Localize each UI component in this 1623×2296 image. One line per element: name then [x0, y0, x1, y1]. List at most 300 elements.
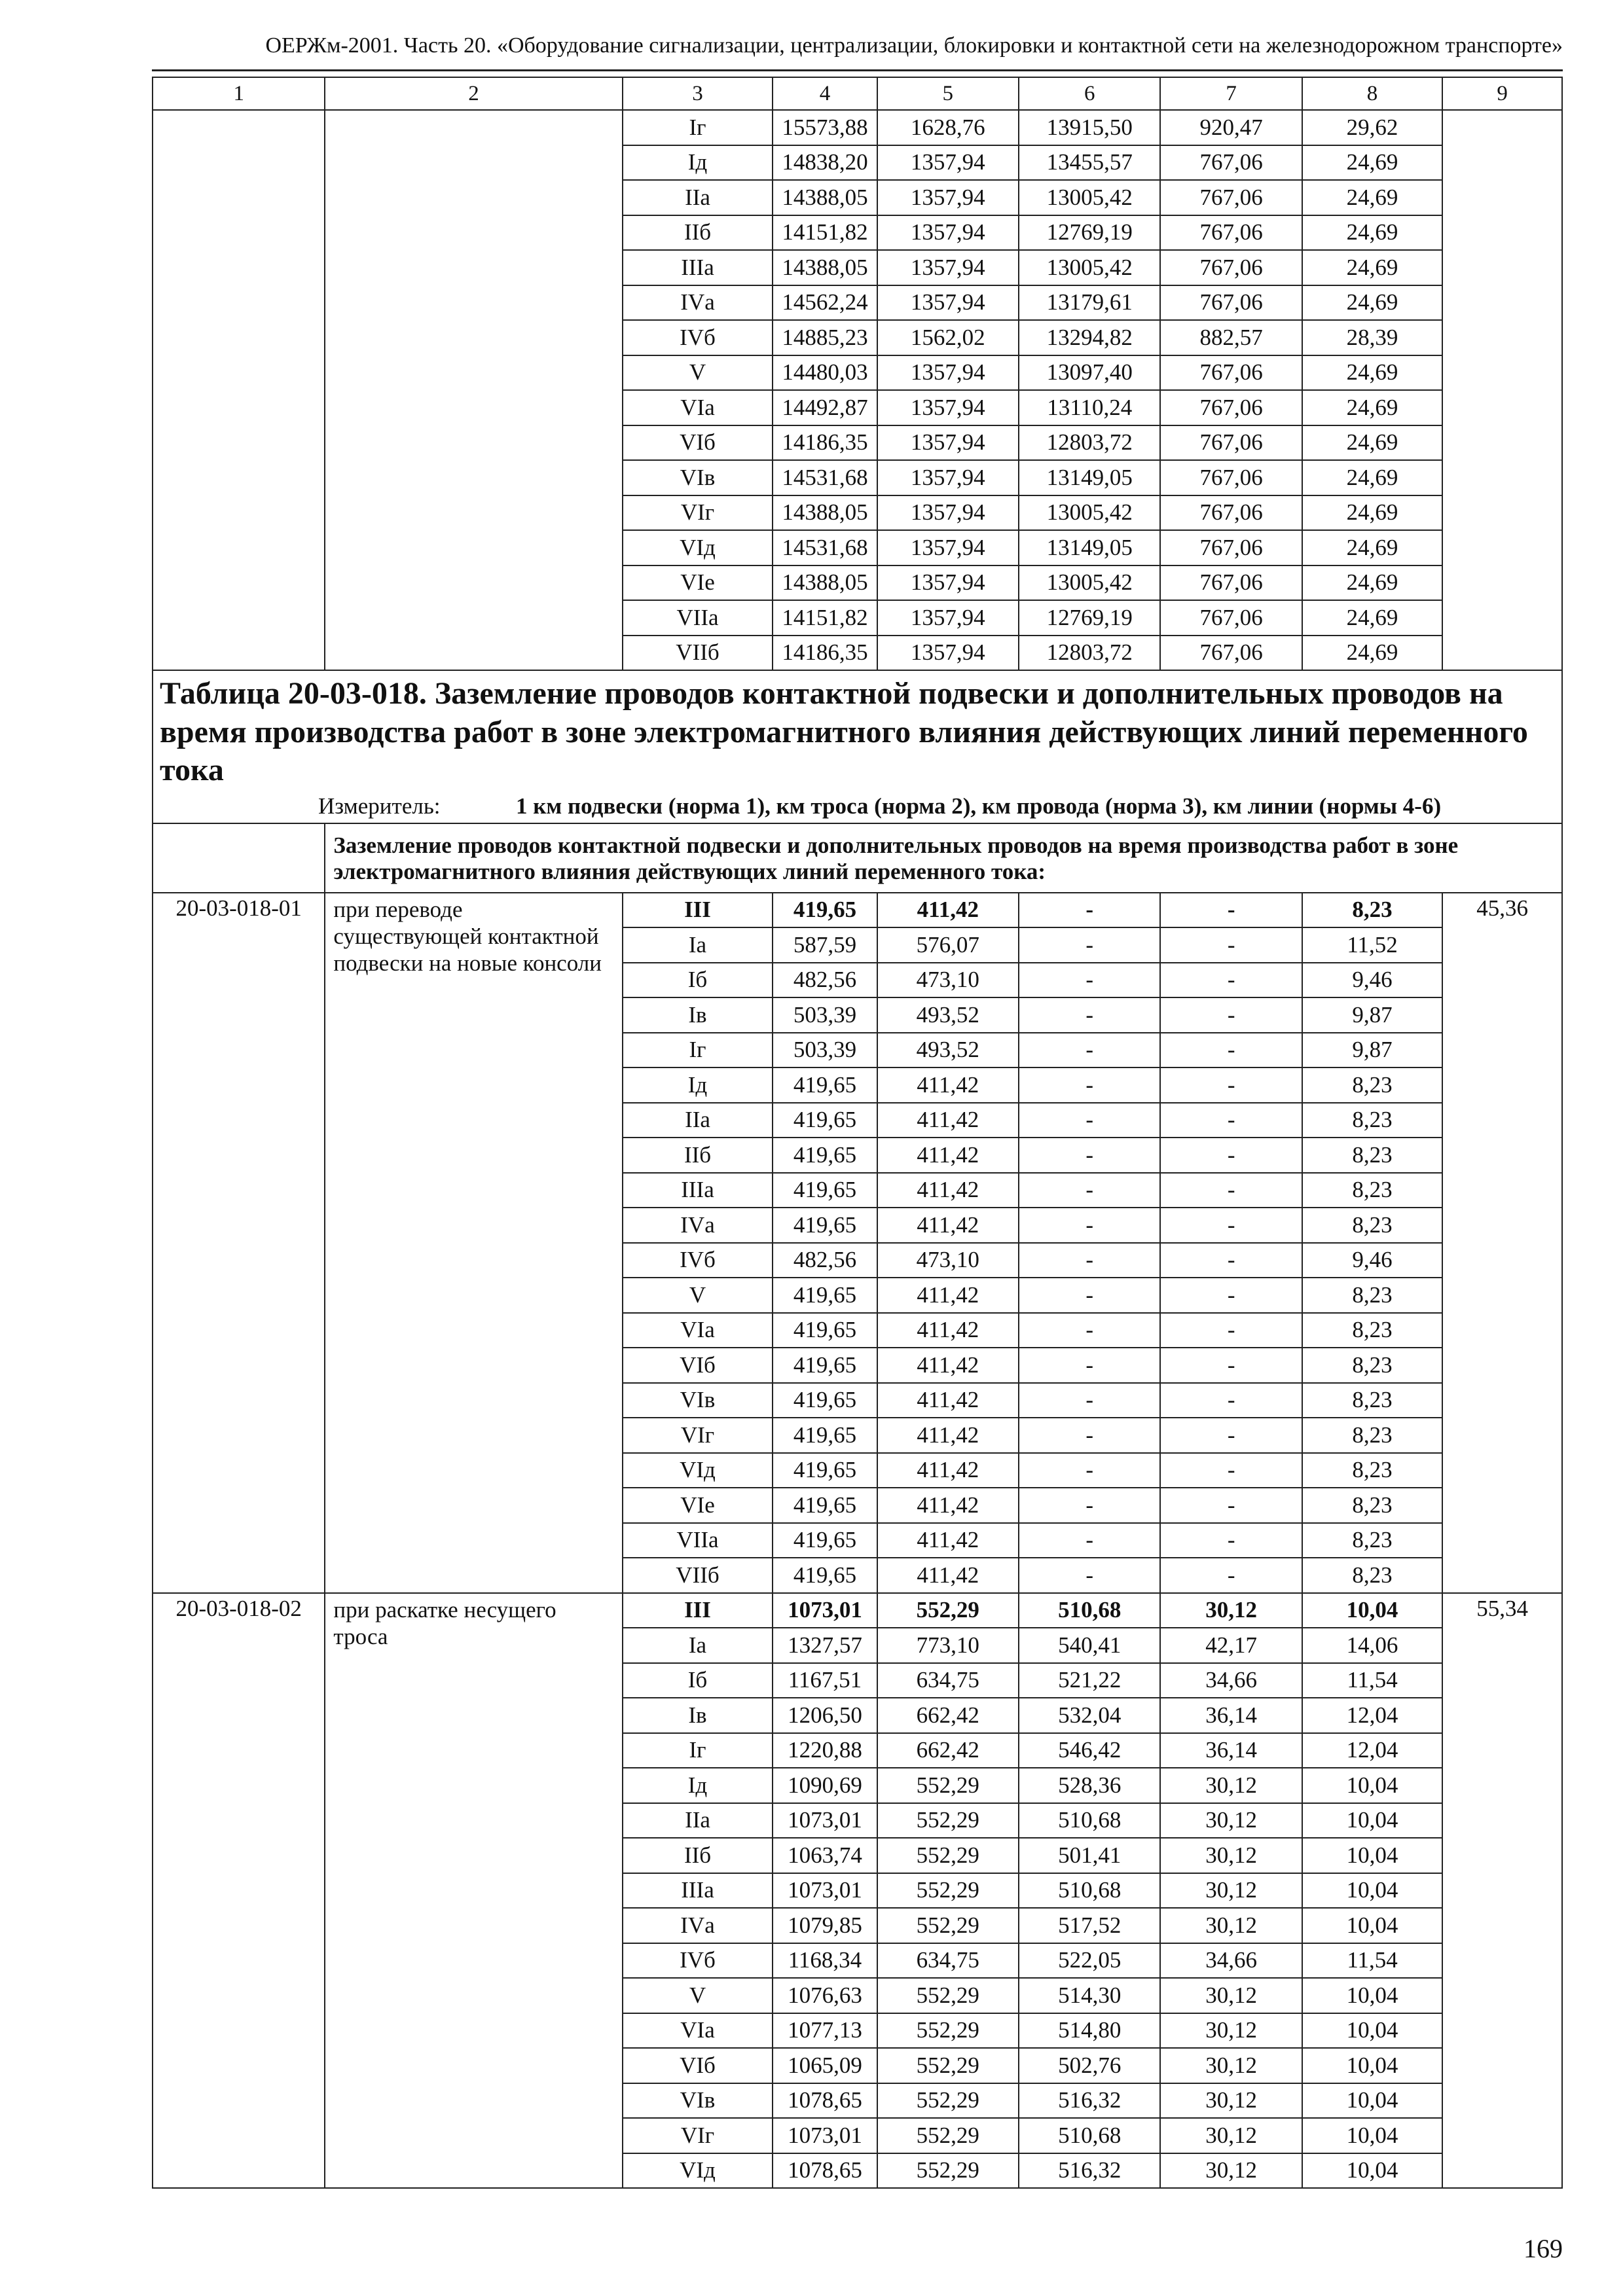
- column-number: 7: [1160, 77, 1302, 110]
- value-cell-c6: 540,41: [1019, 1628, 1160, 1663]
- value-cell-c5: 1628,76: [877, 110, 1019, 145]
- value-cell-c4: 14151,82: [773, 215, 877, 251]
- value-cell-c7: 36,14: [1160, 1733, 1302, 1768]
- value-cell-c8: 8,23: [1302, 1523, 1442, 1558]
- value-cell-c6: 517,52: [1019, 1908, 1160, 1943]
- resource-code-cell: V: [623, 1278, 773, 1313]
- meter-label: Измеритель:: [318, 793, 441, 819]
- table-row: [153, 110, 1562, 145]
- value-cell-c4: 14388,05: [773, 180, 877, 215]
- value-cell-c4: 1073,01: [773, 2118, 877, 2153]
- value-cell-c7: 767,06: [1160, 355, 1302, 391]
- value-cell-c8: 9,46: [1302, 963, 1442, 998]
- value-cell-c8: 24,69: [1302, 425, 1442, 461]
- value-cell-c7: 767,06: [1160, 180, 1302, 215]
- value-cell-c6: -: [1019, 1523, 1160, 1558]
- value-cell-c6: 13005,42: [1019, 180, 1160, 215]
- column-9-value: 55,34: [1442, 1593, 1562, 2189]
- table-body: [153, 77, 1562, 2188]
- value-cell-c7: 30,12: [1160, 2048, 1302, 2083]
- value-cell-c7: -: [1160, 1313, 1302, 1348]
- value-cell-c7: 42,17: [1160, 1628, 1302, 1663]
- value-cell-c5: 1357,94: [877, 250, 1019, 285]
- value-cell-c5: 411,42: [877, 1313, 1019, 1348]
- value-cell-c7: 30,12: [1160, 1873, 1302, 1909]
- value-cell-c8: 8,23: [1302, 1383, 1442, 1418]
- value-cell-c8: 8,23: [1302, 1103, 1442, 1138]
- value-cell-c8: 24,69: [1302, 460, 1442, 495]
- value-cell-c5: 1357,94: [877, 145, 1019, 181]
- resource-code-cell: VIб: [623, 425, 773, 461]
- value-cell-c4: 1063,74: [773, 1838, 877, 1873]
- resource-code-cell: VIе: [623, 1488, 773, 1523]
- value-cell-c5: 552,29: [877, 1908, 1019, 1943]
- section-description-row: [153, 823, 1562, 893]
- value-cell-c6: -: [1019, 1033, 1160, 1068]
- value-cell-c8: 12,04: [1302, 1698, 1442, 1733]
- resource-code-cell: III: [623, 893, 773, 928]
- value-cell-c4: 419,65: [773, 1067, 877, 1103]
- value-cell-c4: 419,65: [773, 1173, 877, 1208]
- column-9-cell: [1442, 110, 1562, 670]
- value-cell-c8: 10,04: [1302, 1803, 1442, 1839]
- value-cell-c5: 1357,94: [877, 355, 1019, 391]
- value-cell-c7: 767,06: [1160, 285, 1302, 321]
- value-cell-c7: 30,12: [1160, 1593, 1302, 1628]
- value-cell-c6: -: [1019, 1067, 1160, 1103]
- value-cell-c6: 13455,57: [1019, 145, 1160, 181]
- value-cell-c5: 1357,94: [877, 425, 1019, 461]
- value-cell-c8: 8,23: [1302, 1453, 1442, 1488]
- value-cell-c8: 10,04: [1302, 2118, 1442, 2153]
- value-cell-c5: 662,42: [877, 1698, 1019, 1733]
- value-cell-c8: 8,23: [1302, 1173, 1442, 1208]
- resource-code-cell: IIIа: [623, 1173, 773, 1208]
- resource-code-cell: VIг: [623, 1418, 773, 1453]
- table-title: Таблица 20-03-018. Заземление проводов контактной подвески и дополнительных проводов на время производства работ в зоне электромагнитного влияния действующих линий переменного тока: [153, 670, 1562, 791]
- value-cell-c8: 24,69: [1302, 495, 1442, 531]
- value-cell-c6: 12769,19: [1019, 600, 1160, 636]
- value-cell-c7: 30,12: [1160, 1978, 1302, 2013]
- column-number: 5: [877, 77, 1019, 110]
- value-cell-c4: 419,65: [773, 1488, 877, 1523]
- resource-code-cell: VIд: [623, 2153, 773, 2189]
- value-cell-c4: 14531,68: [773, 460, 877, 495]
- value-cell-c5: 1357,94: [877, 636, 1019, 671]
- value-cell-c7: -: [1160, 1243, 1302, 1278]
- value-cell-c7: -: [1160, 893, 1302, 928]
- value-cell-c4: 419,65: [773, 1278, 877, 1313]
- resource-code-cell: IVа: [623, 1908, 773, 1943]
- value-cell-c4: 14885,23: [773, 320, 877, 355]
- value-cell-c7: 882,57: [1160, 320, 1302, 355]
- value-cell-c6: 13149,05: [1019, 460, 1160, 495]
- norms-table: [152, 77, 1563, 2189]
- value-cell-c8: 10,04: [1302, 1908, 1442, 1943]
- value-cell-c6: 13005,42: [1019, 250, 1160, 285]
- value-cell-c4: 482,56: [773, 1243, 877, 1278]
- value-cell-c5: 1357,94: [877, 180, 1019, 215]
- value-cell-c4: 14388,05: [773, 250, 877, 285]
- value-cell-c8: 10,04: [1302, 1978, 1442, 2013]
- value-cell-c8: 11,54: [1302, 1663, 1442, 1698]
- value-cell-c8: 8,23: [1302, 1418, 1442, 1453]
- value-cell-c7: -: [1160, 1558, 1302, 1593]
- resource-code-cell: IVб: [623, 1243, 773, 1278]
- value-cell-c5: 552,29: [877, 1768, 1019, 1803]
- value-cell-c8: 8,23: [1302, 1278, 1442, 1313]
- value-cell-c7: 30,12: [1160, 1908, 1302, 1943]
- value-cell-c5: 411,42: [877, 1453, 1019, 1488]
- resource-code-cell: Iд: [623, 145, 773, 181]
- value-cell-c6: -: [1019, 1418, 1160, 1453]
- resource-code-cell: Iб: [623, 1663, 773, 1698]
- value-cell-c5: 552,29: [877, 2013, 1019, 2049]
- resource-code-cell: VIв: [623, 1383, 773, 1418]
- value-cell-c5: 552,29: [877, 2153, 1019, 2189]
- value-cell-c4: 1073,01: [773, 1873, 877, 1909]
- value-cell-c6: 514,30: [1019, 1978, 1160, 2013]
- value-cell-c5: 552,29: [877, 2118, 1019, 2153]
- value-cell-c4: 1327,57: [773, 1628, 877, 1663]
- meter-value: 1 км подвески (норма 1), км троса (норма 2), км провода (норма 3), км линии (нормы 4-6): [516, 793, 1442, 819]
- value-cell-c7: -: [1160, 1173, 1302, 1208]
- value-cell-c6: 510,68: [1019, 1873, 1160, 1909]
- value-cell-c5: 552,29: [877, 1593, 1019, 1628]
- value-cell-c8: 14,06: [1302, 1628, 1442, 1663]
- value-cell-c4: 419,65: [773, 1348, 877, 1383]
- value-cell-c4: 419,65: [773, 1103, 877, 1138]
- resource-code-cell: VIIа: [623, 1523, 773, 1558]
- value-cell-c8: 10,04: [1302, 1768, 1442, 1803]
- value-cell-c7: 30,12: [1160, 2153, 1302, 2189]
- value-cell-c7: 36,14: [1160, 1698, 1302, 1733]
- value-cell-c4: 1073,01: [773, 1803, 877, 1839]
- value-cell-c8: 10,04: [1302, 1838, 1442, 1873]
- value-cell-c4: 1167,51: [773, 1663, 877, 1698]
- value-cell-c8: 10,04: [1302, 1873, 1442, 1909]
- value-cell-c4: 14531,68: [773, 530, 877, 565]
- value-cell-c8: 8,23: [1302, 893, 1442, 928]
- resource-code-cell: IIа: [623, 1803, 773, 1839]
- norm-id: 20-03-018-02: [153, 1593, 325, 2189]
- value-cell-c7: -: [1160, 927, 1302, 963]
- resource-code-cell: IIб: [623, 215, 773, 251]
- value-cell-c7: 30,12: [1160, 2083, 1302, 2119]
- value-cell-c4: 419,65: [773, 1453, 877, 1488]
- value-cell-c6: 13149,05: [1019, 530, 1160, 565]
- value-cell-c5: 552,29: [877, 2048, 1019, 2083]
- value-cell-c5: 411,42: [877, 1523, 1019, 1558]
- resource-code-cell: V: [623, 1978, 773, 2013]
- value-cell-c8: 10,04: [1302, 1593, 1442, 1628]
- value-cell-c4: 482,56: [773, 963, 877, 998]
- value-cell-c4: 419,65: [773, 1138, 877, 1173]
- value-cell-c6: -: [1019, 1348, 1160, 1383]
- value-cell-c4: 14562,24: [773, 285, 877, 321]
- resource-code-cell: IIа: [623, 180, 773, 215]
- value-cell-c5: 411,42: [877, 1383, 1019, 1418]
- resource-code-cell: VIг: [623, 2118, 773, 2153]
- value-cell-c6: 546,42: [1019, 1733, 1160, 1768]
- resource-code-cell: VIе: [623, 565, 773, 601]
- value-cell-c5: 552,29: [877, 1838, 1019, 1873]
- value-cell-c8: 12,04: [1302, 1733, 1442, 1768]
- value-cell-c4: 419,65: [773, 1313, 877, 1348]
- value-cell-c5: 411,42: [877, 1103, 1019, 1138]
- value-cell-c4: 1220,88: [773, 1733, 877, 1768]
- value-cell-c8: 24,69: [1302, 390, 1442, 425]
- value-cell-c7: -: [1160, 1138, 1302, 1173]
- resource-code-cell: VIб: [623, 2048, 773, 2083]
- value-cell-c6: 12803,72: [1019, 425, 1160, 461]
- resource-code-cell: Iв: [623, 1698, 773, 1733]
- value-cell-c7: 767,06: [1160, 215, 1302, 251]
- value-cell-c7: 767,06: [1160, 600, 1302, 636]
- value-cell-c5: 576,07: [877, 927, 1019, 963]
- column-number: 9: [1442, 77, 1562, 110]
- value-cell-c6: 12803,72: [1019, 636, 1160, 671]
- value-cell-c8: 24,69: [1302, 285, 1442, 321]
- value-cell-c5: 411,42: [877, 1418, 1019, 1453]
- value-cell-c5: 773,10: [877, 1628, 1019, 1663]
- value-cell-c5: 411,42: [877, 1173, 1019, 1208]
- value-cell-c7: -: [1160, 1103, 1302, 1138]
- value-cell-c4: 419,65: [773, 1523, 877, 1558]
- value-cell-c4: 14480,03: [773, 355, 877, 391]
- value-cell-c6: 13179,61: [1019, 285, 1160, 321]
- resource-code-cell: VIIб: [623, 636, 773, 671]
- column-number-row: [153, 77, 1562, 110]
- resource-code-cell: IVа: [623, 1208, 773, 1243]
- value-cell-c8: 8,23: [1302, 1138, 1442, 1173]
- value-cell-c7: 34,66: [1160, 1943, 1302, 1979]
- value-cell-c6: 510,68: [1019, 1803, 1160, 1839]
- value-cell-c5: 662,42: [877, 1733, 1019, 1768]
- resource-code-cell: VIг: [623, 495, 773, 531]
- value-cell-c5: 411,42: [877, 1558, 1019, 1593]
- resource-code-cell: Iг: [623, 110, 773, 145]
- value-cell-c7: 30,12: [1160, 1803, 1302, 1839]
- resource-code-cell: Iд: [623, 1067, 773, 1103]
- resource-code-cell: VIа: [623, 2013, 773, 2049]
- value-cell-c4: 1077,13: [773, 2013, 877, 2049]
- resource-code-cell: VIд: [623, 530, 773, 565]
- resource-code-cell: VIв: [623, 460, 773, 495]
- table-row: [153, 893, 1562, 928]
- meter-row: [153, 791, 1562, 823]
- section-description: Заземление проводов контактной подвески и дополнительных проводов на время производства работ в зоне электромагнитного влияния действующих линий переменного тока:: [325, 823, 1562, 893]
- value-cell-c7: -: [1160, 1278, 1302, 1313]
- value-cell-c6: 13005,42: [1019, 565, 1160, 601]
- value-cell-c4: 1079,85: [773, 1908, 877, 1943]
- value-cell-c8: 24,69: [1302, 355, 1442, 391]
- value-cell-c6: -: [1019, 927, 1160, 963]
- value-cell-c4: 15573,88: [773, 110, 877, 145]
- value-cell-c6: 516,32: [1019, 2153, 1160, 2189]
- resource-code-cell: IIа: [623, 1103, 773, 1138]
- meter-cell: [153, 791, 1562, 823]
- resource-code-cell: VIб: [623, 1348, 773, 1383]
- resource-code-cell: IVб: [623, 320, 773, 355]
- value-cell-c8: 29,62: [1302, 110, 1442, 145]
- work-name-cell: [325, 110, 622, 670]
- value-cell-c5: 493,52: [877, 1033, 1019, 1068]
- value-cell-c4: 1076,63: [773, 1978, 877, 2013]
- resource-code-cell: IIIа: [623, 1873, 773, 1909]
- value-cell-c8: 11,54: [1302, 1943, 1442, 1979]
- value-cell-c4: 419,65: [773, 1418, 877, 1453]
- value-cell-c8: 24,69: [1302, 215, 1442, 251]
- value-cell-c5: 411,42: [877, 1488, 1019, 1523]
- value-cell-c6: -: [1019, 1558, 1160, 1593]
- value-cell-c8: 8,23: [1302, 1067, 1442, 1103]
- value-cell-c4: 1168,34: [773, 1943, 877, 1979]
- value-cell-c8: 10,04: [1302, 2048, 1442, 2083]
- value-cell-c7: 767,06: [1160, 390, 1302, 425]
- value-cell-c6: 13097,40: [1019, 355, 1160, 391]
- resource-code-cell: VIIб: [623, 1558, 773, 1593]
- value-cell-c8: 24,69: [1302, 600, 1442, 636]
- resource-code-cell: III: [623, 1593, 773, 1628]
- value-cell-c6: 502,76: [1019, 2048, 1160, 2083]
- value-cell-c5: 552,29: [877, 1873, 1019, 1909]
- value-cell-c6: -: [1019, 1173, 1160, 1208]
- value-cell-c4: 14186,35: [773, 636, 877, 671]
- value-cell-c6: -: [1019, 963, 1160, 998]
- work-name: при раскатке несущего троса: [325, 1593, 622, 2189]
- value-cell-c8: 24,69: [1302, 145, 1442, 181]
- value-cell-c6: 521,22: [1019, 1663, 1160, 1698]
- value-cell-c4: 1078,65: [773, 2083, 877, 2119]
- value-cell-c7: 767,06: [1160, 636, 1302, 671]
- value-cell-c7: 767,06: [1160, 530, 1302, 565]
- resource-code-cell: Iг: [623, 1733, 773, 1768]
- value-cell-c4: 14151,82: [773, 600, 877, 636]
- value-cell-c6: -: [1019, 997, 1160, 1033]
- value-cell-c4: 14838,20: [773, 145, 877, 181]
- header-rule: [152, 69, 1563, 71]
- value-cell-c7: -: [1160, 1523, 1302, 1558]
- resource-code-cell: Iа: [623, 927, 773, 963]
- value-cell-c6: 510,68: [1019, 1593, 1160, 1628]
- value-cell-c7: -: [1160, 1208, 1302, 1243]
- value-cell-c7: 767,06: [1160, 145, 1302, 181]
- resource-code-cell: V: [623, 355, 773, 391]
- value-cell-c8: 10,04: [1302, 2083, 1442, 2119]
- value-cell-c5: 634,75: [877, 1663, 1019, 1698]
- value-cell-c4: 14388,05: [773, 495, 877, 531]
- resource-code-cell: IIIа: [623, 250, 773, 285]
- value-cell-c6: 522,05: [1019, 1943, 1160, 1979]
- value-cell-c6: 510,68: [1019, 2118, 1160, 2153]
- empty-id-cell: [153, 823, 325, 893]
- value-cell-c6: 532,04: [1019, 1698, 1160, 1733]
- column-9-value: 45,36: [1442, 893, 1562, 1593]
- norm-id-cell: [153, 110, 325, 670]
- value-cell-c8: 24,69: [1302, 530, 1442, 565]
- resource-code-cell: IIб: [623, 1138, 773, 1173]
- value-cell-c7: -: [1160, 1348, 1302, 1383]
- resource-code-cell: IVб: [623, 1943, 773, 1979]
- value-cell-c6: 13110,24: [1019, 390, 1160, 425]
- value-cell-c6: 516,32: [1019, 2083, 1160, 2119]
- value-cell-c4: 1078,65: [773, 2153, 877, 2189]
- value-cell-c5: 1562,02: [877, 320, 1019, 355]
- value-cell-c7: 767,06: [1160, 495, 1302, 531]
- value-cell-c5: 411,42: [877, 893, 1019, 928]
- value-cell-c7: 767,06: [1160, 565, 1302, 601]
- value-cell-c8: 28,39: [1302, 320, 1442, 355]
- value-cell-c6: -: [1019, 1488, 1160, 1523]
- value-cell-c5: 411,42: [877, 1067, 1019, 1103]
- value-cell-c6: 13915,50: [1019, 110, 1160, 145]
- value-cell-c6: -: [1019, 893, 1160, 928]
- value-cell-c5: 1357,94: [877, 565, 1019, 601]
- value-cell-c7: 30,12: [1160, 1768, 1302, 1803]
- column-number: 3: [623, 77, 773, 110]
- value-cell-c5: 552,29: [877, 2083, 1019, 2119]
- value-cell-c8: 8,23: [1302, 1558, 1442, 1593]
- value-cell-c7: 920,47: [1160, 110, 1302, 145]
- value-cell-c7: 767,06: [1160, 425, 1302, 461]
- value-cell-c8: 10,04: [1302, 2013, 1442, 2049]
- resource-code-cell: IVа: [623, 285, 773, 321]
- value-cell-c6: -: [1019, 1208, 1160, 1243]
- value-cell-c8: 11,52: [1302, 927, 1442, 963]
- value-cell-c5: 1357,94: [877, 215, 1019, 251]
- value-cell-c8: 9,46: [1302, 1243, 1442, 1278]
- value-cell-c4: 419,65: [773, 1558, 877, 1593]
- value-cell-c6: 528,36: [1019, 1768, 1160, 1803]
- resource-code-cell: Iд: [623, 1768, 773, 1803]
- value-cell-c8: 8,23: [1302, 1348, 1442, 1383]
- value-cell-c7: -: [1160, 1418, 1302, 1453]
- work-name: при переводе существующей контактной подвески на новые консоли: [325, 893, 622, 1593]
- column-number: 8: [1302, 77, 1442, 110]
- value-cell-c4: 503,39: [773, 997, 877, 1033]
- value-cell-c7: 30,12: [1160, 1838, 1302, 1873]
- table-title-row: [153, 670, 1562, 791]
- page-number: 169: [1523, 2234, 1563, 2263]
- value-cell-c7: 30,12: [1160, 2013, 1302, 2049]
- value-cell-c5: 1357,94: [877, 530, 1019, 565]
- value-cell-c5: 473,10: [877, 963, 1019, 998]
- resource-code-cell: VIв: [623, 2083, 773, 2119]
- value-cell-c4: 14492,87: [773, 390, 877, 425]
- value-cell-c8: 8,23: [1302, 1313, 1442, 1348]
- value-cell-c6: -: [1019, 1313, 1160, 1348]
- column-number: 6: [1019, 77, 1160, 110]
- value-cell-c5: 411,42: [877, 1278, 1019, 1313]
- value-cell-c6: -: [1019, 1243, 1160, 1278]
- value-cell-c4: 419,65: [773, 893, 877, 928]
- value-cell-c5: 634,75: [877, 1943, 1019, 1979]
- column-number: 4: [773, 77, 877, 110]
- value-cell-c8: 9,87: [1302, 1033, 1442, 1068]
- value-cell-c7: -: [1160, 997, 1302, 1033]
- value-cell-c5: 1357,94: [877, 285, 1019, 321]
- value-cell-c5: 1357,94: [877, 390, 1019, 425]
- value-cell-c5: 552,29: [877, 1978, 1019, 2013]
- resource-code-cell: Iа: [623, 1628, 773, 1663]
- value-cell-c7: 767,06: [1160, 250, 1302, 285]
- value-cell-c8: 24,69: [1302, 565, 1442, 601]
- value-cell-c4: 14388,05: [773, 565, 877, 601]
- value-cell-c5: 552,29: [877, 1803, 1019, 1839]
- value-cell-c8: 24,69: [1302, 636, 1442, 671]
- value-cell-c7: -: [1160, 1067, 1302, 1103]
